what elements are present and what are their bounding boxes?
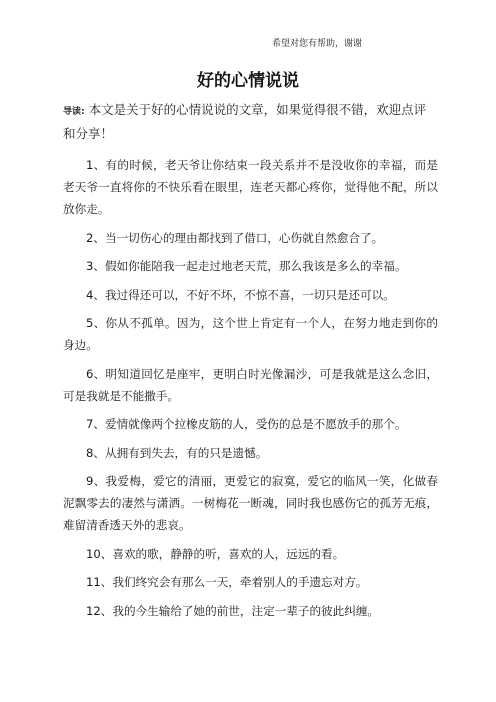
paragraph: 7、爱情就像两个拉橡皮筋的人，受伤的总是不愿放手的那个。 — [86, 417, 407, 431]
paragraph: 11、我们终究会有那么一天，牵着别人的手遗忘对方。 — [86, 575, 368, 589]
paragraph: 5、你从不孤单。因为，这个世上肯定有一个人，在努力地走到你的身边。 — [63, 316, 438, 352]
header-note: 希望对您有帮助，谢谢 — [272, 39, 363, 49]
intro-block — [63, 99, 438, 145]
paragraph: 2、当一切伤心的理由都找到了借口，心伤就自然愈合了。 — [86, 230, 384, 245]
paragraph: 10、喜欢的歌，静静的听，喜欢的人，远远的看。 — [86, 546, 345, 561]
paragraph: 3、假如你能陪我一起走过地老天荒，那么我该是多么的幸福。 — [86, 259, 407, 273]
page-title: 好的心情说说 — [197, 71, 299, 91]
paragraph: 12、我的今生输给了她的前世，注定一辈子的彼此纠缠。 — [86, 603, 380, 618]
intro-text: 本文是关于好的心情说说的文章，如果觉得很不错，欢迎点评和分享！ — [63, 102, 427, 141]
paragraph: 1、有的时候，老天爷让你结束一段关系并不是没收你的幸福，而是老天爷一直将你的不快乐看在眼里，连老天都心疼你，觉得他不配，所以放你走。 — [63, 158, 438, 216]
paragraph: 8、从拥有到失去，有的只是遗憾。 — [86, 445, 268, 460]
paragraph: 4、我过得还可以，不好不坏，不惊不喜，一切只是还可以。 — [86, 287, 395, 302]
paragraph-list — [63, 154, 438, 628]
paragraph: 6、明知道回忆是座牢，更明白时光像漏沙，可是我就是这么念旧，可是我就是不能撒手。 — [63, 366, 438, 403]
intro-label: 导读: — [63, 107, 85, 117]
paragraph: 9、我爱梅，爱它的清丽，更爱它的寂寞，爱它的临风一笑，化做春泥飘零去的凄然与潇洒。一树梅花一断魂，同时我也感伤它的孤芳无痕，难留清香透天外的悲哀。 — [63, 474, 438, 532]
